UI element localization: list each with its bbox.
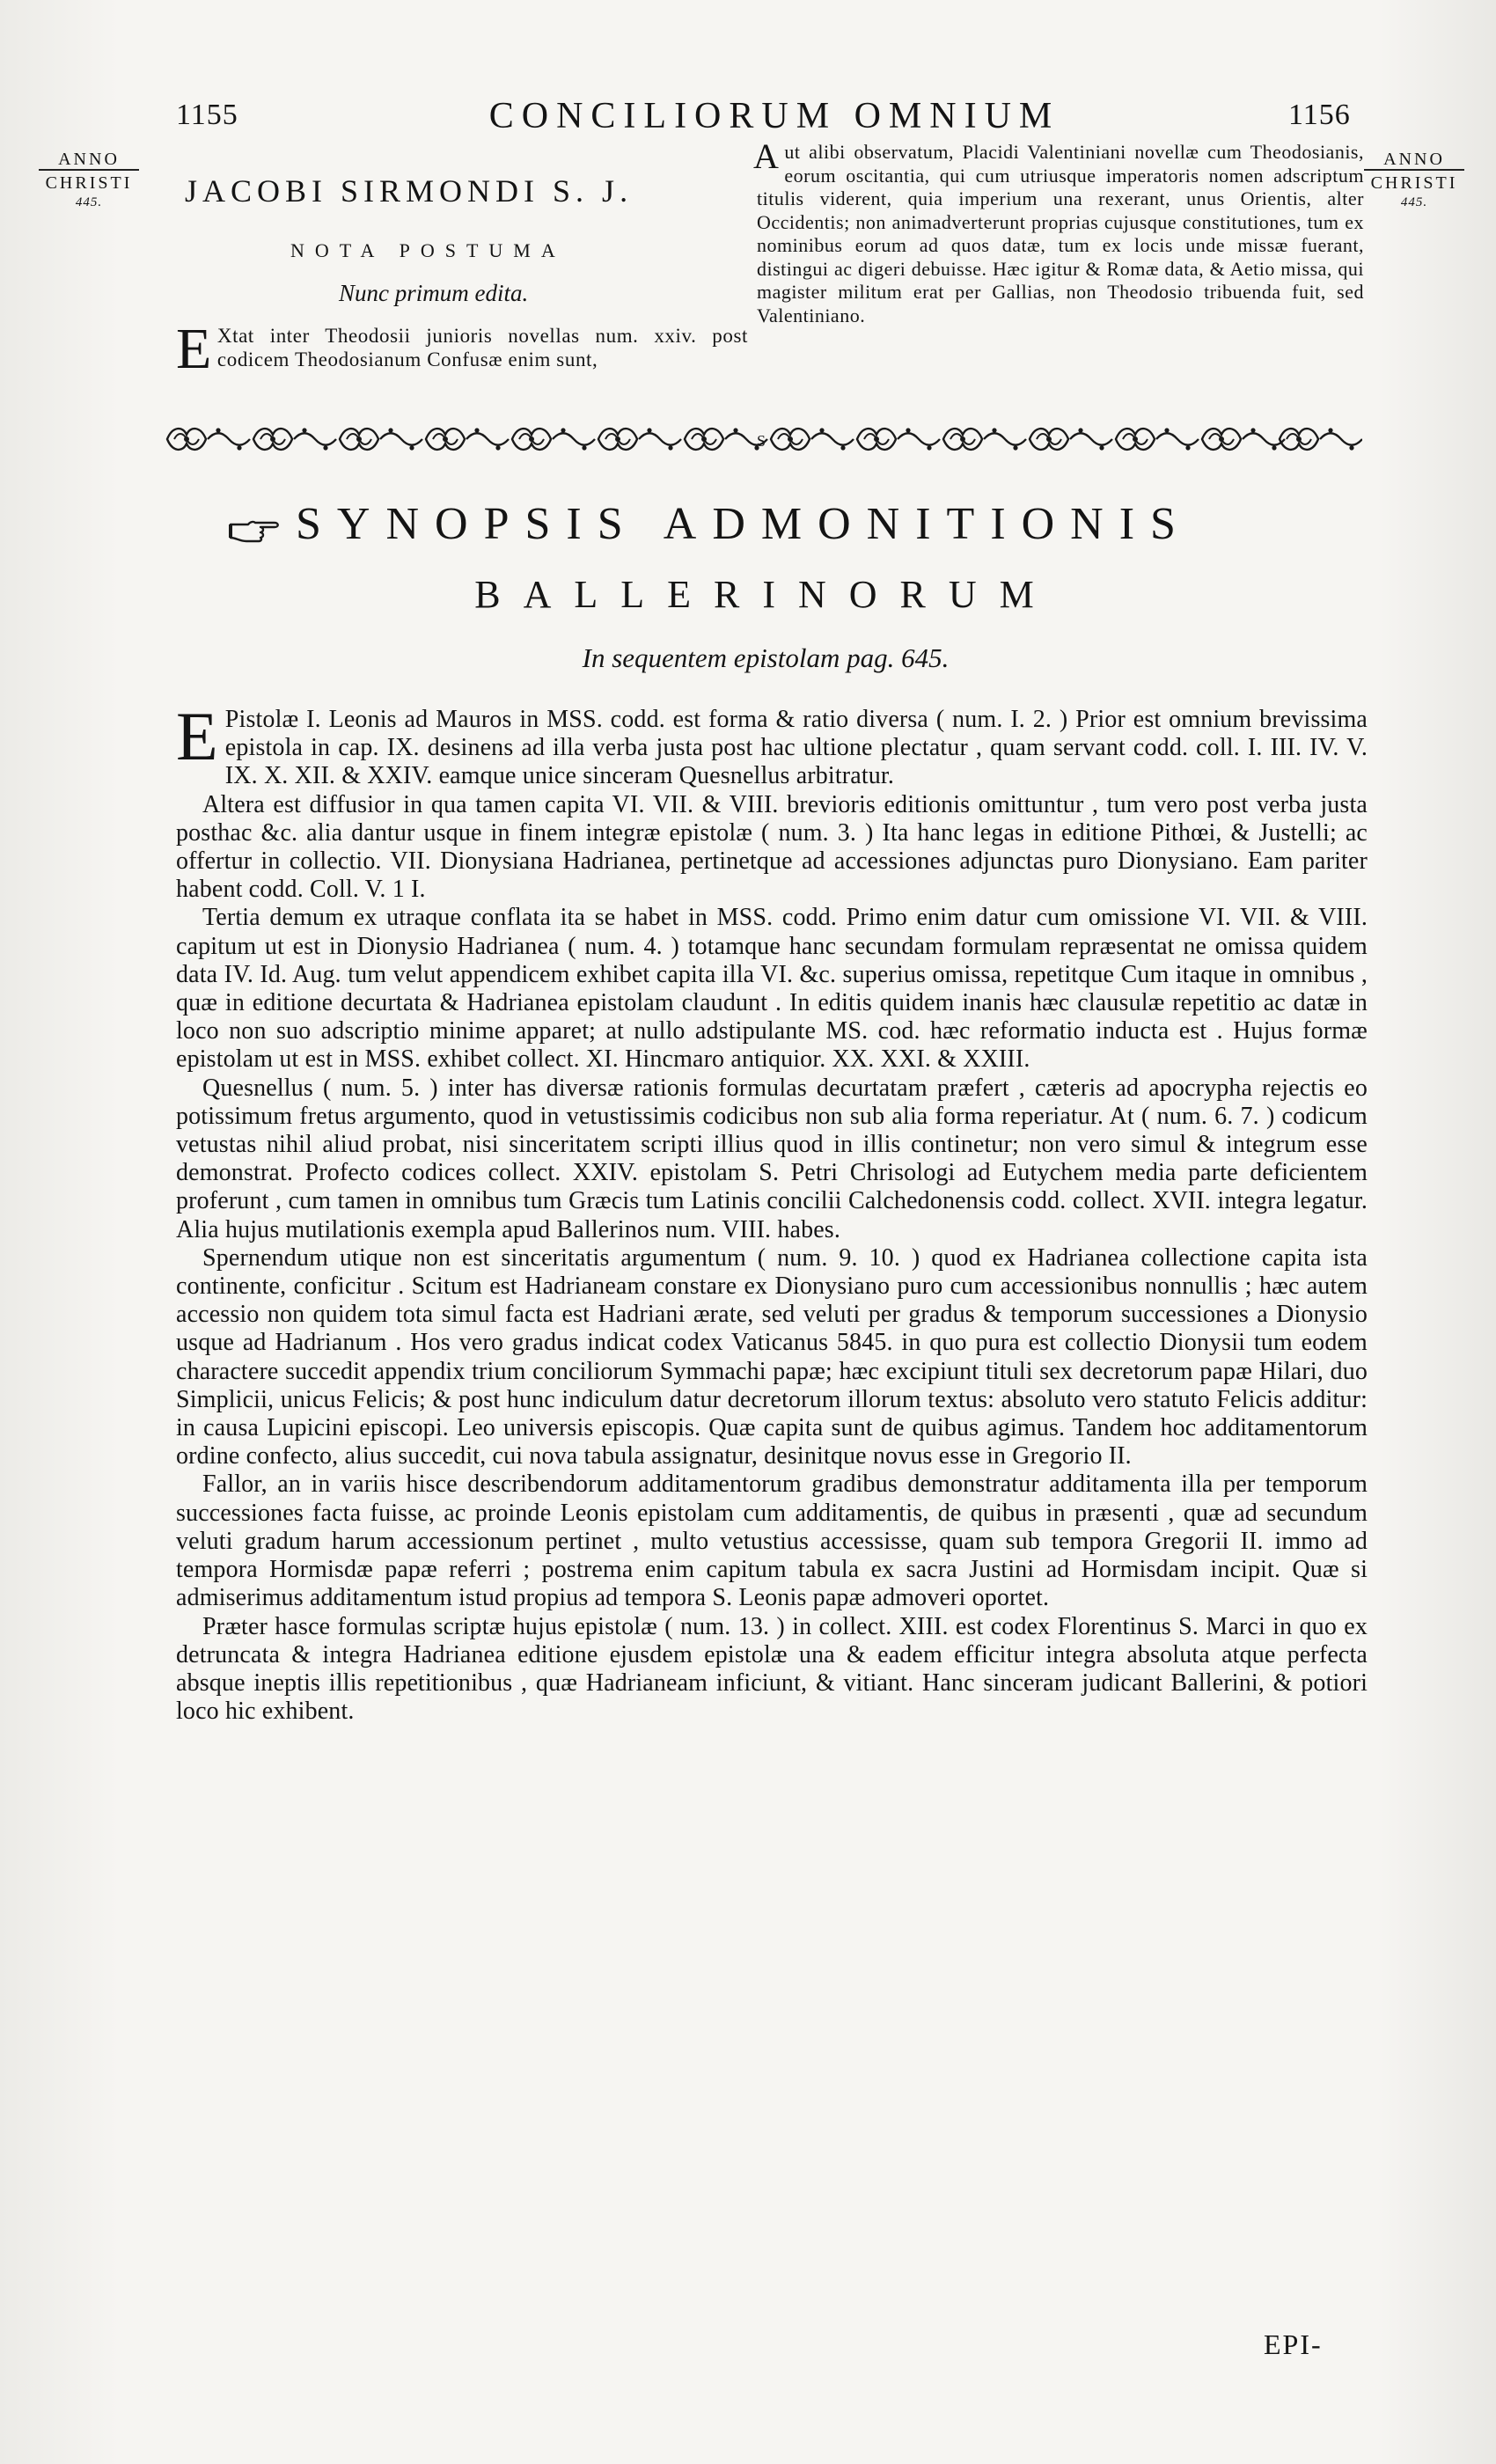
- note-title: NOTA POSTUMA: [290, 239, 566, 261]
- left-column-text: [176, 317, 748, 381]
- paragraph: Fallor, an in variis hisce describendorum additamentorum gradibus demonstratur additamenta illa per temporum successiones facta fuisse, ac proinde Leonis epistolam cum additamentis, de quibus in præsenti , quæ ad secundum veluti gradum harum accessionum pertinet , multo vetustius accessisse, quam sub tempora Gregorii II. immo ad tempora Hormisdæ papæ referri ; postrema enim capitum tabula ex sacra Justini ad Hormisdam incipit. Quæ si admiserimus additamentum istud propius ad tempora S. Leonis papæ admoveri oportet.: [176, 1470, 1368, 1612]
- right-column-paragraph: ut alibi observatum, Placidi Valentiniani novellæ cum Theodosianis, eorum oscitantia, qui cum utriusque imperatoris nomen adscriptum titulis viderent, quia imperium una rexerant, unus Orientis, alter Occidentis; non animadverterunt proprias cujusque constitutiones, tum ex nominibus eorum ad quos datæ, tum ex locis unde missæ fuerant, distingui ac digeri debuisse. Hæc igitur & Romæ data, & Aetio missa, qui magister militum erat per Gallias, non Theodosio tribuenda fuit, sed Valentiniano.: [757, 141, 1364, 326]
- divider: [1364, 169, 1464, 171]
- paragraph: Altera est diffusior in qua tamen capita VI. VII. & VIII. brevioris editionis omittuntur , tum vero post verba justa posthac &c. alia dantur usque in finem integræ epistolæ ( num. 3. ) Ita hanc legas in editione Pithœi, & Justelli; ac offertur in collectio. VII. Dionysiana Hadrianea, pertinetque ad accessiones adjunctas puro Dionysiano. Eam pariter habent codd. Coll. V. 1 I.: [176, 790, 1368, 904]
- left-column-paragraph: Xtat inter Theodosii junioris novellas num. xxiv. post codicem Theodosianum Confusæ enim sunt,: [216, 325, 748, 370]
- catchword: EPI-: [1264, 2328, 1323, 2360]
- paragraph: Spernendum utique non est sinceritatis argumentum ( num. 9. 10. ) quod ex Hadrianea collectione capita ista continente, conficitur . Scitum est Hadrianeam constare ex Dionysiano puro cum accessionibus nonnullis ; hæc autem accessio non quidem tota simul facta est Hadriani ærate, sed veluti per gradus & temporum successiones a Dionysio usque ad Hadrianum . Hos vero gradus indicat codex Vaticanus 5845. in quo pura est collectio Dionysii tum eodem charactere succedit appendix trium conciliorum Symmachi papæ; hæc excipiunt tituli sex decretorum papæ Hilari, duo Simplicii, unicus Felicis; & post hunc indiculum datur decretorum illorum textus: absoluto vero statuto Felicis additur: in causa Lupicini episcopi. Leo universis episcopis. Quæ capita sunt de quibus agimus. Tandem hoc additamentorum ordine confecto, alius succedit, cui nova tabula assignatur, desinitque novus esse in Gregorio II.: [176, 1243, 1368, 1470]
- title-text: SYNOPSIS ADMONITIONIS: [296, 499, 1192, 549]
- main-title: [229, 498, 1373, 554]
- page-number-left: 1155: [176, 99, 238, 131]
- subtitle: BALLERINORUM: [474, 573, 1057, 616]
- anno-year: 445.: [1400, 195, 1428, 209]
- paragraph: Tertia demum ex utraque conflata ita se habet in MSS. codd. Primo enim datur cum omissione VI. VII. & VIII. capitum ut est in Dionysio Hadrianea ( num. 4. ) totamque hanc secundam formulam repræsentat ne omissa quidem data IV. Id. Aug. tum velut appendicem exhibet capita illa VI. &c. superius omissa, repetitque Cum itaque in omnibus , quæ in editione decurtata & Hadrianea epistolam claudunt . In editis quidem inanis hæc clausulæ repetitio ac datæ in loco non suo adscriptio minime apparet; at nullo adstipulante MS. cod. hæc reformatio inducta est . Hujus formæ epistolam ut est in MSS. exhibet collect. XI. Hincmaro antiquior. XX. XXI. & XXIII.: [176, 904, 1368, 1074]
- drop-cap: E: [176, 698, 218, 774]
- anno-christi-left: [32, 150, 146, 212]
- note-subtitle: Nunc primum edita.: [339, 280, 529, 306]
- pointing-hand-icon: [229, 502, 280, 554]
- anno-year: 445.: [75, 195, 103, 209]
- running-title: CONCILIORUM OMNIUM: [488, 96, 1060, 136]
- paragraph-text: Pistolæ I. Leonis ad Mauros in MSS. codd. est forma & ratio diversa ( num. I. 2. ) Prior est omnium brevissima epistola in cap. IX. desinens ad illa verba justa post hac ultione plectatur , quam servant codd. coll. I. III. IV. V. IX. X. XII. & XXIV. eamque unice sinceram Quesnellus arbitratur.: [224, 706, 1368, 790]
- paragraph: Quesnellus ( num. 5. ) inter has diversæ rationis formulas decurtatam præfert , cæteris ad apocrypha rejectis eo potissimum fretus argumento, quod in vetustissimis codicibus non sub alia forma reperiatur. At ( num. 6. 7. ) codicum vetustas nihil aliud probat, nisi sinceritatem scripti illius quod in illis continetur; non vero simul & integrum esse demonstrat. Profecto codices collect. XXIV. epistolam S. Petri Chrisologi ad Eutychem media parte deficientem proferunt , cum tamen in omnibus tum Græcis tum Latinis concilii Calchedonensis codd. collect. XVII. integra legatur. Alia hujus mutilationis exempla apud Ballerinos num. VIII. habes.: [176, 1074, 1368, 1243]
- paragraph: [176, 698, 1368, 791]
- page-reference: In sequentem epistolam pag. 645.: [582, 642, 950, 673]
- christi-label: CHRISTI: [1370, 173, 1458, 193]
- initial-letter: A: [753, 136, 780, 176]
- anno-label: ANNO: [1383, 150, 1445, 169]
- author-heading: JACOBI SIRMONDI S. J.: [185, 173, 634, 209]
- christi-label: CHRISTI: [45, 173, 133, 193]
- paragraph: Præter hasce formulas scriptæ hujus epistolæ ( num. 13. ) in collect. XIII. est codex Florentinus S. Marci in quo ex detruncata & integra Hadrianea editione ejusdem epistolæ una & eadem efficitur integra absoluta atque perfecta absque ineptis illis repetitionibus , quæ Hadrianeam inficiunt, & vitiant. Hanc sinceram judicant Ballerini, & potiori loco hic exhibent.: [176, 1612, 1368, 1726]
- divider: [39, 169, 139, 171]
- drop-cap: E: [176, 317, 212, 381]
- ornament-band: [165, 419, 1362, 459]
- anno-label: ANNO: [58, 150, 120, 169]
- right-column-text: [753, 136, 1364, 327]
- body-text: [176, 698, 1368, 1726]
- signature-mark: S: [757, 432, 766, 450]
- page-number-right: 1156: [1288, 99, 1351, 131]
- anno-christi-right: [1357, 150, 1471, 212]
